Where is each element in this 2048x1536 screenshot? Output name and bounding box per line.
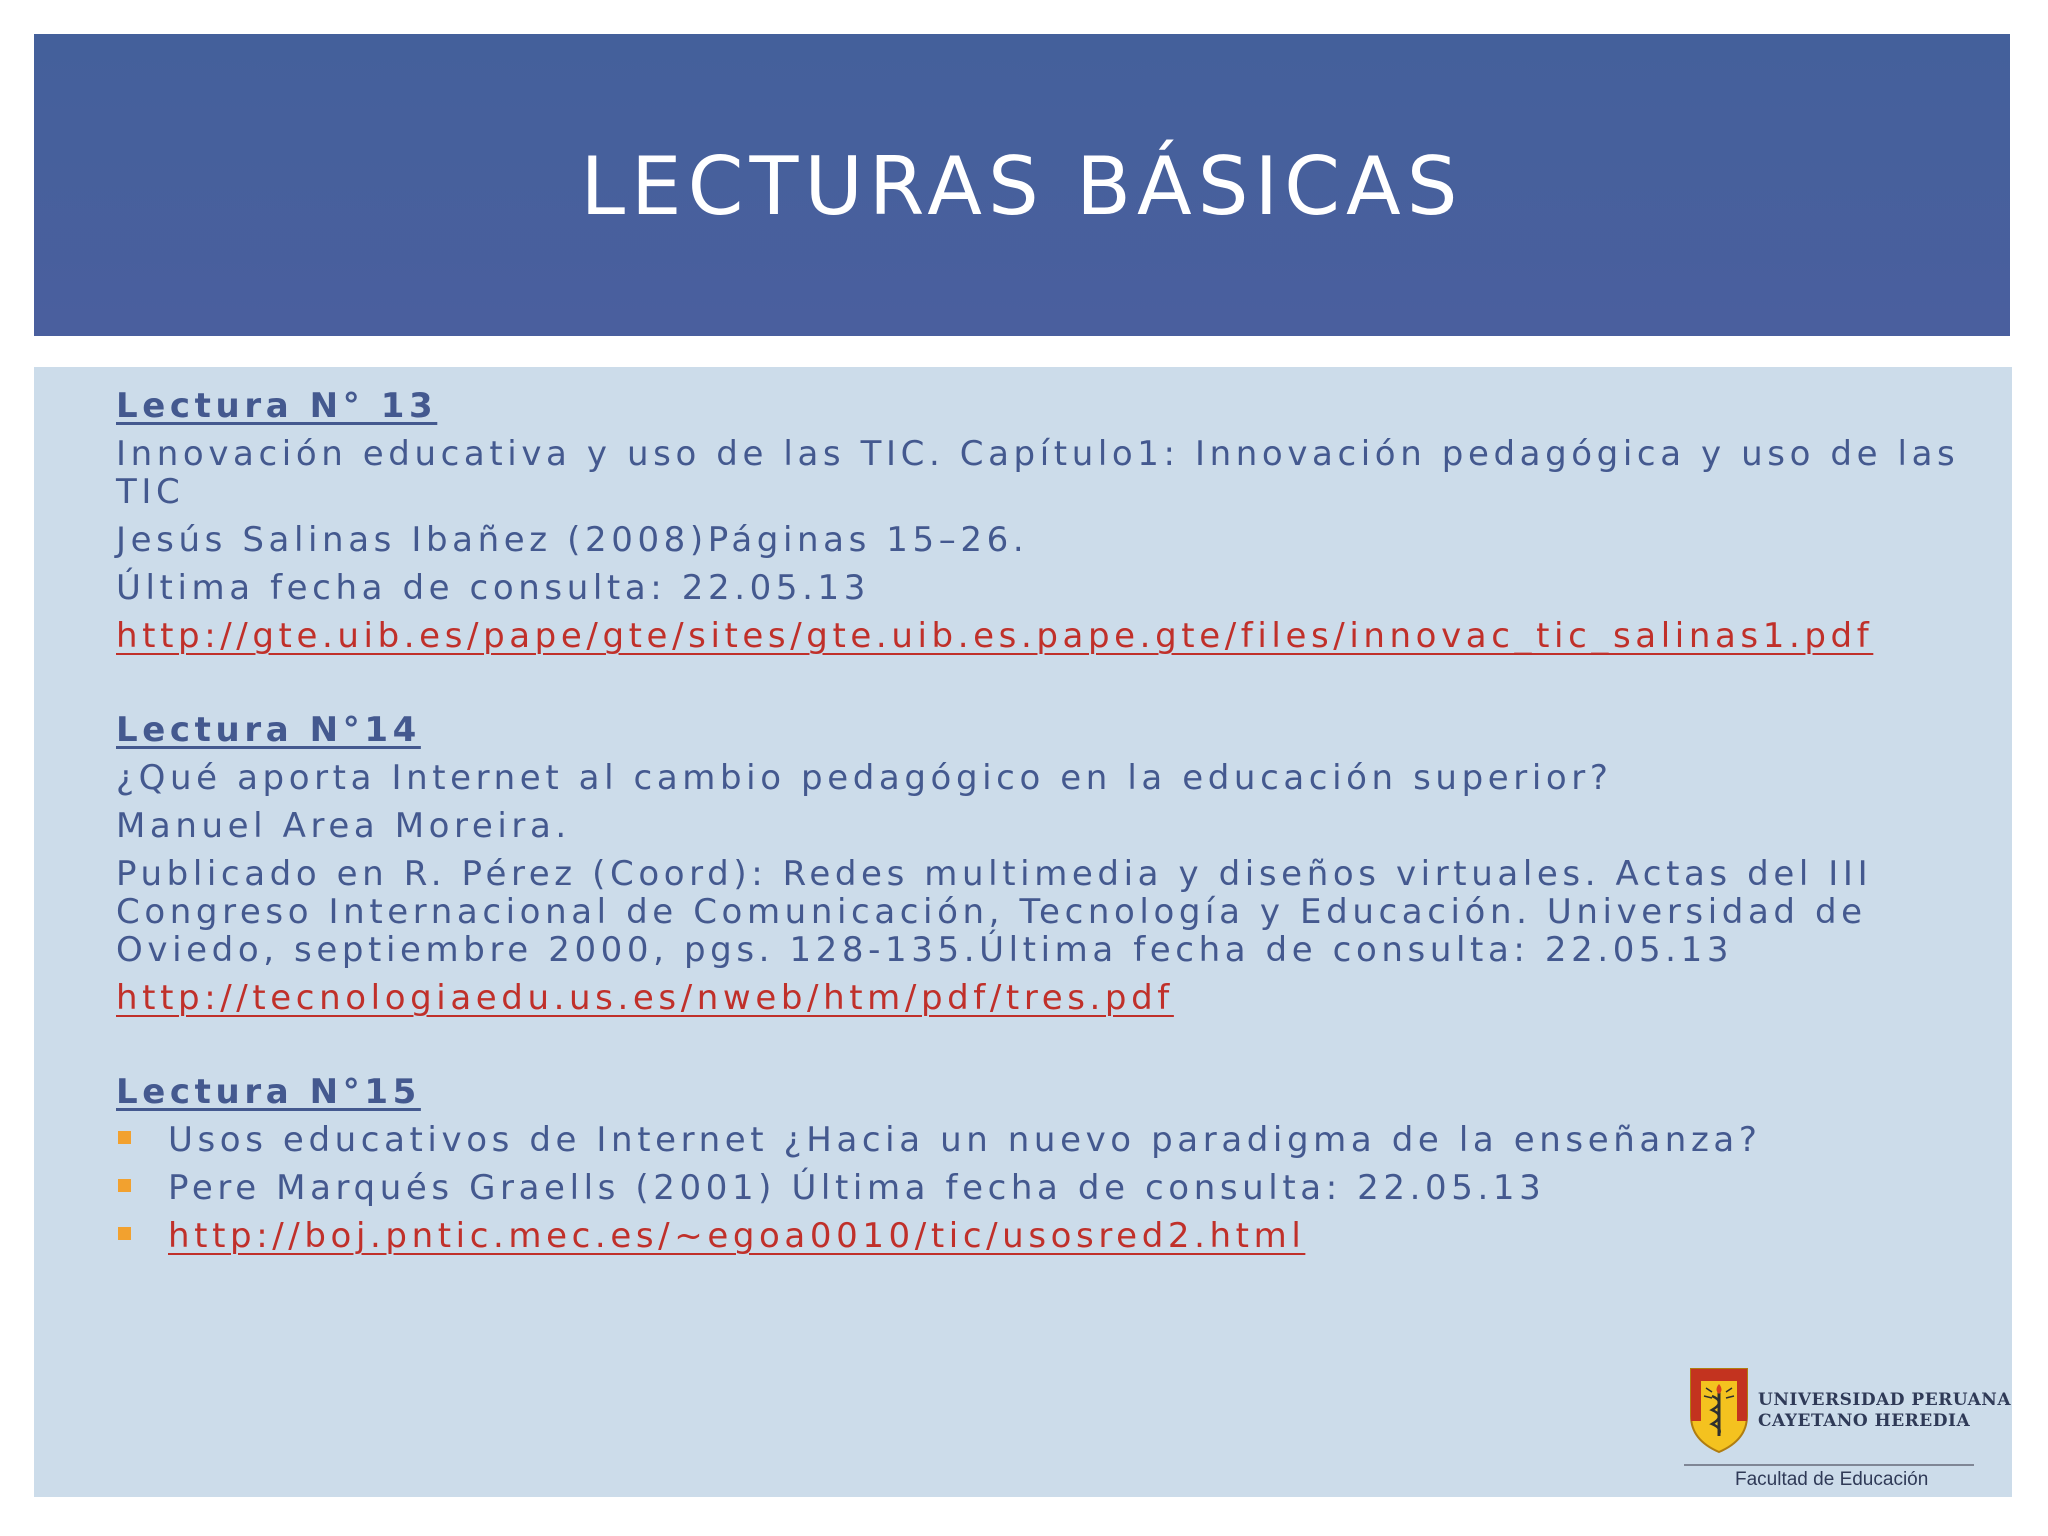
reading-publication-info: Publicado en R. Pérez (Coord): Redes multimedia y diseños virtuales. Actas del III Congreso Internacional de Comunicación, Tecnología y Educación. Universidad de Oviedo, septiembre 2000, pgs. 128-135.Última fecha de consulta: 22.05.13 (116, 854, 1873, 970)
logo-divider (1684, 1464, 1974, 1466)
university-name (1758, 1390, 2011, 1432)
university-name-line1: UNIVERSIDAD PERUANA (1758, 1390, 2012, 1410)
reading-title: Usos educativos de Internet ¿Hacia un nuevo paradigma de la enseñanza? (168, 1120, 1762, 1160)
section-spacer (116, 665, 1976, 711)
bullet-square-icon (118, 1227, 131, 1240)
reading-author: Pere Marqués Graells (2001) Última fecha de consulta: 22.05.13 (168, 1168, 1546, 1208)
bullet-square-icon (118, 1131, 131, 1144)
section-lectura-15 (116, 1073, 1976, 1265)
reading-link[interactable]: http://boj.pntic.mec.es/~egoa0010/tic/usosred2.html (168, 1216, 1306, 1256)
list-item (116, 1217, 1976, 1265)
content-panel (34, 367, 2012, 1497)
reading-title: Innovación educativa y uso de las TIC. Capítulo1: Innovación pedagógica y uso de las TIC (116, 434, 1960, 512)
list-item (116, 1169, 1976, 1207)
reading-title: ¿Qué aporta Internet al cambio pedagógico en la educación superior? (116, 758, 1613, 798)
section-heading: Lectura N° 13 (116, 386, 438, 426)
university-name-line2: CAYETANO HEREDIA (1758, 1411, 1971, 1431)
faculty-name: Facultad de Educación (1735, 1469, 1929, 1490)
slide-title: LECTURAS BÁSICAS (580, 139, 1464, 233)
bullet-list (116, 1121, 1976, 1265)
university-shield-icon (1688, 1366, 1750, 1454)
title-bar (34, 34, 2010, 336)
reading-link[interactable]: http://tecnologiaedu.us.es/nweb/htm/pdf/tres.pdf (116, 978, 1174, 1018)
bullet-square-icon (118, 1179, 131, 1192)
reading-author: Jesús Salinas Ibañez (2008)Páginas 15–26. (116, 520, 1029, 560)
reading-link[interactable]: http://gte.uib.es/pape/gte/sites/gte.uib.es.pape.gte/files/innovac_tic_salinas1.pdf (116, 616, 1874, 656)
reading-consulted-date: Última fecha de consulta: 22.05.13 (116, 568, 870, 608)
section-heading: Lectura N°14 (116, 710, 421, 750)
body-text (116, 387, 1976, 1275)
list-item (116, 1121, 1976, 1159)
section-heading: Lectura N°15 (116, 1072, 421, 1112)
section-lectura-14 (116, 711, 1976, 1027)
section-spacer (116, 1027, 1976, 1073)
university-logo (1684, 1366, 2012, 1490)
reading-author: Manuel Area Moreira. (116, 806, 571, 846)
section-lectura-13 (116, 387, 1976, 665)
